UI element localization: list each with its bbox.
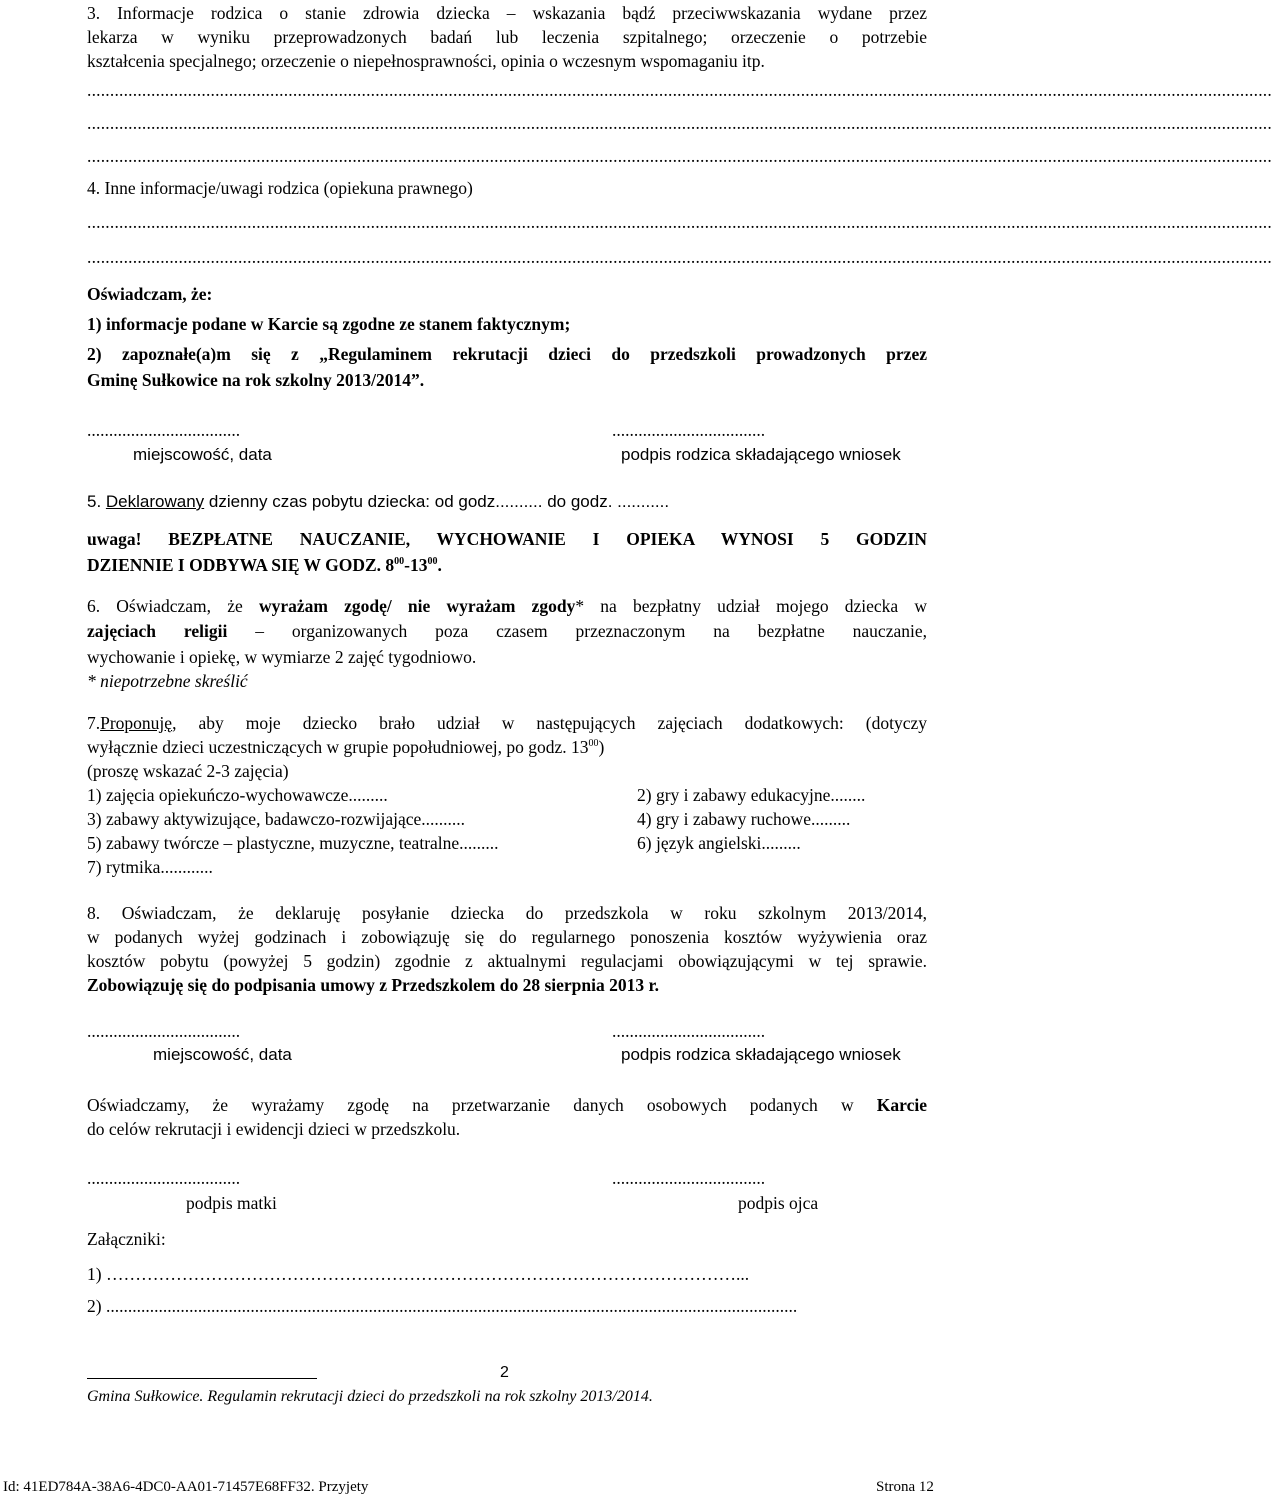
note-text-2: DZIENNIE I ODBYWA SIĘ W GODZ. 8 [87, 555, 395, 575]
declaration-item-2 [87, 344, 927, 365]
activity-option-3[interactable]: 3) zabawy aktywizujące, badawczo-rozwijające.......... [87, 809, 466, 829]
father-signature-label: podpis ojca [738, 1193, 819, 1213]
declaration-title: Oświadczam, że: [87, 284, 213, 304]
data-consent-bold: Karcie [876, 1095, 927, 1115]
section-7-line-2 [87, 737, 604, 758]
answer-line-3c[interactable]: ................................................................................................................................................................................................................................................................... [87, 146, 1272, 166]
section-6-post: * na bezpłatny udział mojego dziecka w [575, 596, 927, 616]
activity-option-2[interactable]: 2) gry i zabawy edukacyjne........ [637, 785, 866, 805]
declaration-item-1: 1) informacje podane w Karcie są zgodne ze stanem faktycznym; [87, 314, 571, 334]
section-6-line-2 [87, 621, 927, 642]
section-3-line-2 [87, 27, 927, 48]
mother-signature-label: podpis matki [186, 1193, 277, 1213]
activity-option-5[interactable]: 5) zabawy twórcze – plastyczne, muzyczne, teatralne......... [87, 833, 499, 853]
note-sup-2: 00 [427, 556, 438, 567]
declaration-item-2-cont: Gminę Sułkowice na rok szkolny 2013/2014”. [87, 370, 425, 390]
section-4-heading: 4. Inne informacje/uwagi rodzica (opiekuna prawnego) [87, 178, 473, 198]
activity-option-6[interactable]: 6) język angielski......... [637, 833, 801, 853]
attachment-2-field[interactable]: 2) .............................................................................................................................................................. [87, 1296, 798, 1316]
page-reference: Strona 12 [876, 1479, 934, 1495]
note-line-2 [87, 555, 442, 576]
sign1-signature-field[interactable]: ................................... [612, 420, 766, 440]
note-end: . [437, 555, 442, 575]
section-7-underlined: Proponuję [100, 713, 173, 733]
section-8-text-1: 8. Oświadczam, że deklaruję posyłanie dziecka do przedszkola w roku szkolnym 2013/2014, [87, 903, 927, 923]
section-7-rest: , aby moje dziecko brało udział w następujących zajęciach dodatkowych: (dotyczy [172, 713, 927, 733]
answer-line-3a[interactable]: ................................................................................................................................................................................................................................................................... [87, 80, 1272, 100]
data-consent-line-2: do celów rekrutacji i ewidencji dzieci w przedszkolu. [87, 1119, 461, 1139]
mother-signature-field[interactable]: ................................... [87, 1168, 241, 1188]
sign2-place-date-field[interactable]: ................................... [87, 1021, 241, 1041]
section-8-line-3 [87, 951, 927, 972]
section-8-text-3: kosztów pobytu (powyżej 5 godzin) zgodnie z aktualnymi regulacjami obowiązującymi w tej sprawie. [87, 951, 927, 971]
note-mid: -13 [404, 555, 428, 575]
section-7-sup: 00 [588, 738, 599, 749]
sign2-signature-label: podpis rodzica składającego wniosek [621, 1045, 901, 1064]
document-id: Id: 41ED784A-38A6-4DC0-AA01-71457E68FF32. Przyjety [3, 1479, 369, 1495]
section-5-underlined: Deklarowany [105, 492, 205, 511]
section-6-line-3: wychowanie i opiekę, w wymiarze 2 zajęć tygodniowo. [87, 647, 477, 667]
section-6-line-1 [87, 596, 927, 617]
answer-line-4b[interactable]: ................................................................................................................................................................................................................................................................... [87, 247, 1272, 267]
section-8-bold: Zobowiązuję się do podpisania umowy z Przedszkolem do 28 sierpnia 2013 r. [87, 975, 660, 995]
sign1-place-date-label: miejscowość, data [133, 445, 272, 464]
section-7-line-3: (proszę wskazać 2-3 zajęcia) [87, 761, 289, 781]
section-3-text-1: 3. Informacje rodzica o stanie zdrowia dziecka – wskazania bądź przeciwwskazania wydane przez [87, 3, 927, 23]
footer-caption: Gmina Sułkowice. Regulamin rekrutacji dzieci do przedszkoli na rok szkolny 2013/2014. [87, 1388, 653, 1405]
father-signature-field[interactable]: ................................... [612, 1168, 766, 1188]
consent-choice[interactable]: wyrażam zgodę/ nie wyrażam zgody [258, 596, 576, 616]
sign2-place-date-label: miejscowość, data [153, 1045, 292, 1064]
activity-option-4[interactable]: 4) gry i zabawy ruchowe......... [637, 809, 851, 829]
activity-option-7[interactable]: 7) rytmika............ [87, 857, 213, 877]
note-line-1 [87, 529, 927, 550]
section-6-footnote: * niepotrzebne skreślić [87, 671, 248, 691]
answer-line-3b[interactable]: ................................................................................................................................................................................................................................................................... [87, 113, 1272, 133]
answer-line-4a[interactable]: ................................................................................................................................................................................................................................................................... [87, 212, 1272, 232]
section-7-line-1 [87, 713, 927, 734]
attachments-title: Załączniki: [87, 1229, 166, 1249]
note-uwaga: uwaga! [87, 529, 142, 549]
section-8-line-2 [87, 927, 927, 948]
section-6-pre: 6. Oświadczam, że [87, 596, 259, 616]
section-5-num: 5. [87, 492, 106, 511]
section-7-text-2: wyłącznie dzieci uczestniczących w grupie popołudniowej, po godz. 13 [87, 737, 589, 757]
note-text-1: BEZPŁATNE NAUCZANIE, WYCHOWANIE I OPIEKA WYNOSI 5 GODZIN [141, 529, 927, 549]
footer-rule [87, 1378, 317, 1379]
note-sup-1: 00 [394, 556, 405, 567]
religion-label: zajęciach religii [87, 621, 228, 641]
section-8-line-1 [87, 903, 927, 924]
data-consent-text: Oświadczamy, że wyrażamy zgodę na przetwarzanie danych osobowych podanych w [87, 1095, 877, 1115]
section-6-rest: – organizowanych poza czasem przeznaczonym na bezpłatne nauczanie, [227, 621, 927, 641]
sign2-signature-field[interactable]: ................................... [612, 1021, 766, 1041]
section-7-end: ) [598, 737, 605, 757]
declaration-item-2-text: 2) zapoznałe(a)m się z „Regulaminem rekrutacji dzieci do przedszkoli prowadzonych przez [87, 344, 927, 364]
sign1-place-date-field[interactable]: ................................... [87, 420, 241, 440]
section-8-text-2: w podanych wyżej godzinach i zobowiązuję się do regularnego ponoszenia kosztów wyżywienia oraz [87, 927, 927, 947]
section-3-text-2: lekarza w wyniku przeprowadzonych badań lub leczenia szpitalnego; orzeczenie o potrzebie [87, 27, 927, 47]
section-3-line-3: kształcenia specjalnego; orzeczenie o niepełnosprawności, opinia o wczesnym wspomaganiu itp. [87, 51, 765, 71]
attachment-1-field[interactable]: 1) ………………………………………………………………………………………………... [87, 1264, 750, 1284]
sign1-signature-label: podpis rodzica składającego wniosek [621, 445, 901, 464]
hours-fields[interactable]: dzienny czas pobytu dziecka: od godz.......... do godz. ........... [204, 492, 670, 511]
section-7-num: 7. [87, 713, 101, 733]
section-3-line-1 [87, 3, 927, 24]
section-5-line [87, 492, 669, 512]
activity-option-1[interactable]: 1) zajęcia opiekuńczo-wychowawcze......... [87, 785, 388, 805]
data-consent-line-1 [87, 1095, 927, 1116]
page-number: 2 [500, 1364, 509, 1381]
